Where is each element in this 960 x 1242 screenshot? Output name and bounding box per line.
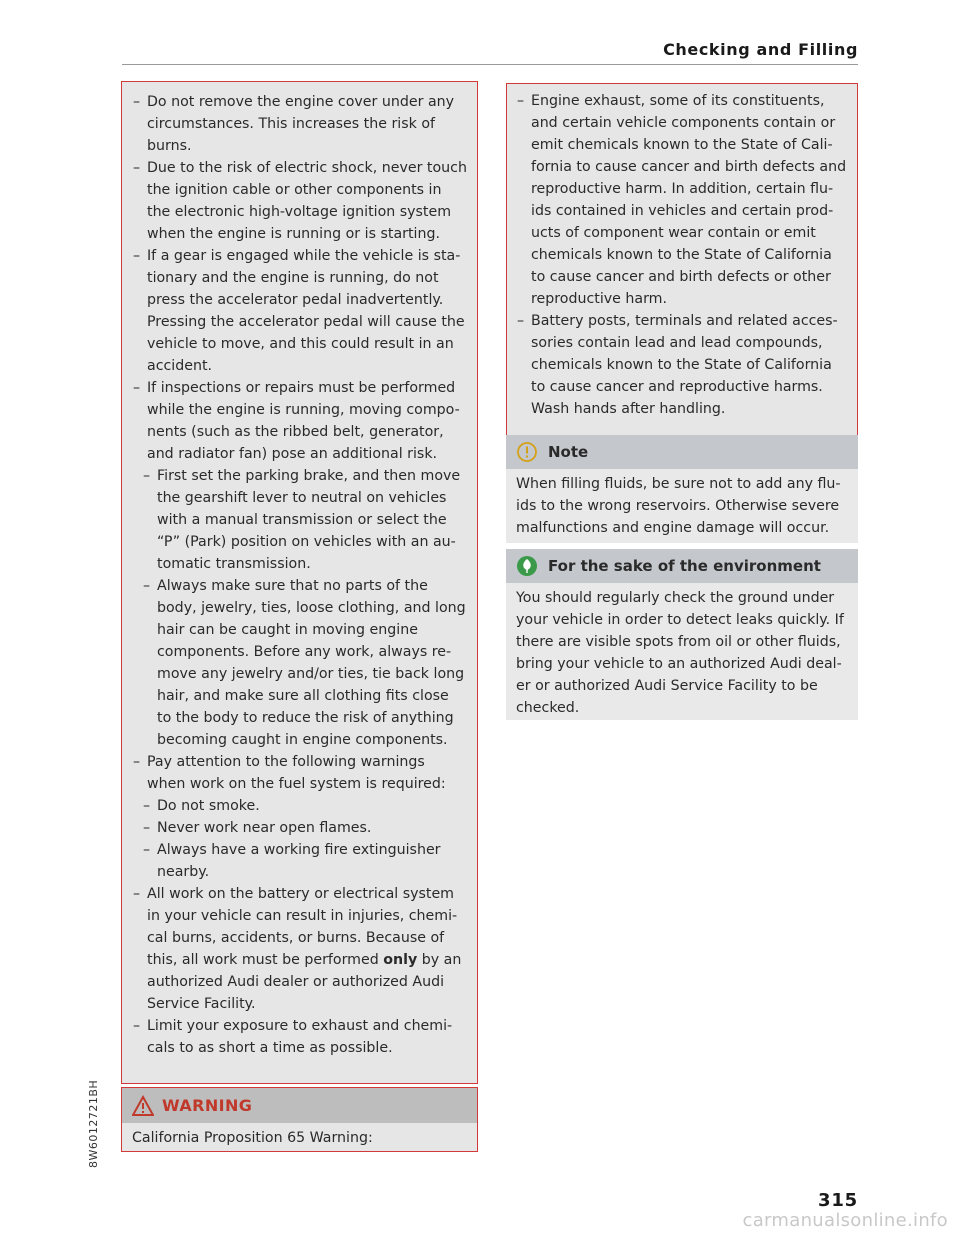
watermark: carmanualsonline.info <box>742 1210 948 1231</box>
dash-bullet: – <box>143 842 151 858</box>
sub-list-item <box>143 465 467 575</box>
dash-bullet: – <box>133 248 141 264</box>
page-header-title: Checking and Filling <box>663 40 858 59</box>
list-item-text: Battery posts, terminals and related acces-sories contain lead and lead compounds, chemicals known to the State of California to cause cancer and reproductive harms. Wash hands after handling. <box>531 313 838 417</box>
document-code: 8W6012721BH <box>87 1079 100 1168</box>
list-item <box>133 883 467 1015</box>
list-item-text: by an authorized Audi dealer or authorized Audi Service Facility. <box>147 952 462 1012</box>
list-item-text: Pay attention to the following warnings when work on the fuel system is required: <box>147 754 446 792</box>
warning-header <box>122 1088 477 1123</box>
list-item <box>517 310 849 420</box>
sub-list-item <box>143 839 467 883</box>
environment-label: For the sake of the environment <box>548 557 821 575</box>
dash-bullet: – <box>143 820 151 836</box>
sub-list-item <box>143 575 467 751</box>
list-item-text: All work on the battery or electrical system in your vehicle can result in injuries, chemi-cal burns, accidents, or burns. Because of this, all work must be performed <box>147 886 458 968</box>
right-warning-list <box>517 90 849 420</box>
warning-box <box>121 1087 478 1152</box>
list-item-text: Engine exhaust, some of its constituents, and certain vehicle components contain or emit chemicals known to the State of Cali-fornia to cause cancer and birth defects and reproductive harm. In addition, certain flu-ids contained in vehicles and certain prod-ucts of component wear contain or emit chemicals known to the State of California to cause cancer and birth defects or other reproductive harm. <box>531 93 847 307</box>
environment-body: You should regularly check the ground under your vehicle in order to detect leaks quickly. If there are visible spots from oil or other fluids, bring your vehicle to an authorized Audi deal-er or authorized Audi Service Facility to be checked. <box>516 590 844 716</box>
list-item-text: Due to the risk of electric shock, never touch the ignition cable or other components in the electronic high-voltage ignition system when the engine is running or is starting. <box>147 160 467 242</box>
note-header <box>506 435 858 469</box>
list-item <box>133 1015 467 1059</box>
warning-triangle-icon <box>132 1095 154 1117</box>
list-item-text: First set the parking brake, and then move the gearshift lever to neutral on vehicles with a manual transmission or select the “P” (Park) position on vehicles with an au-tomatic transmission. <box>157 468 461 572</box>
sub-list-item <box>143 795 467 817</box>
dash-bullet: – <box>133 1018 141 1034</box>
environment-header <box>506 549 858 583</box>
list-item <box>133 377 467 465</box>
warning-label: WARNING <box>162 1096 253 1115</box>
info-circle-icon <box>516 441 538 463</box>
page-number: 315 <box>818 1190 858 1211</box>
dash-bullet: – <box>517 313 525 329</box>
list-item <box>133 245 467 377</box>
sub-list-item <box>143 817 467 839</box>
list-item-text: Never work near open flames. <box>157 820 372 836</box>
dash-bullet: – <box>517 93 525 109</box>
dash-bullet: – <box>133 94 141 110</box>
list-item <box>133 157 467 245</box>
list-item <box>133 751 467 795</box>
left-warning-list <box>133 91 467 1059</box>
environment-box <box>506 549 858 720</box>
dash-bullet: – <box>133 886 141 902</box>
list-item-text: Do not remove the engine cover under any circumstances. This increases the risk of burns. <box>147 94 455 154</box>
dash-bullet: – <box>133 160 141 176</box>
list-item-text: Always have a working fire extinguisher nearby. <box>157 842 441 880</box>
leaf-icon <box>516 555 538 577</box>
dash-bullet: – <box>133 380 141 396</box>
note-box <box>506 435 858 543</box>
list-item-text: Limit your exposure to exhaust and chemi-cals to as short a time as possible. <box>147 1018 453 1056</box>
dash-bullet: – <box>143 468 151 484</box>
dash-bullet: – <box>133 754 141 770</box>
list-item <box>133 91 467 157</box>
list-item-text: If inspections or repairs must be performed while the engine is running, moving compo-nents (such as the ribbed belt, generator, and radiator fan) pose an additional risk. <box>147 380 460 462</box>
emphasis-text: only <box>383 952 418 968</box>
list-item-text: If a gear is engaged while the vehicle is sta-tionary and the engine is running, do not press the accelerator pedal inadvertently. Pressing the accelerator pedal will cause the vehicle to move, and this could result in an accident. <box>147 248 465 374</box>
list-item-text: Always make sure that no parts of the body, jewelry, ties, loose clothing, and long hair can be caught in moving engine components. Before any work, always re-move any jewelry and/or ties, tie back long hair, and make sure all clothing fits close to the body to reduce the risk of anything becoming caught in engine components. <box>157 578 466 748</box>
warning-body: California Proposition 65 Warning: <box>132 1130 373 1146</box>
list-item <box>517 90 849 310</box>
right-warning-continuation-box <box>506 83 858 455</box>
dash-bullet: – <box>143 798 151 814</box>
note-body: When filling fluids, be sure not to add any flu-ids to the wrong reservoirs. Otherwise severe malfunctions and engine damage will occur. <box>516 476 841 536</box>
dash-bullet: – <box>143 578 151 594</box>
left-warning-continuation-box <box>121 81 478 1084</box>
header-rule <box>122 64 858 65</box>
note-label: Note <box>548 443 589 461</box>
list-item-text: Do not smoke. <box>157 798 260 814</box>
